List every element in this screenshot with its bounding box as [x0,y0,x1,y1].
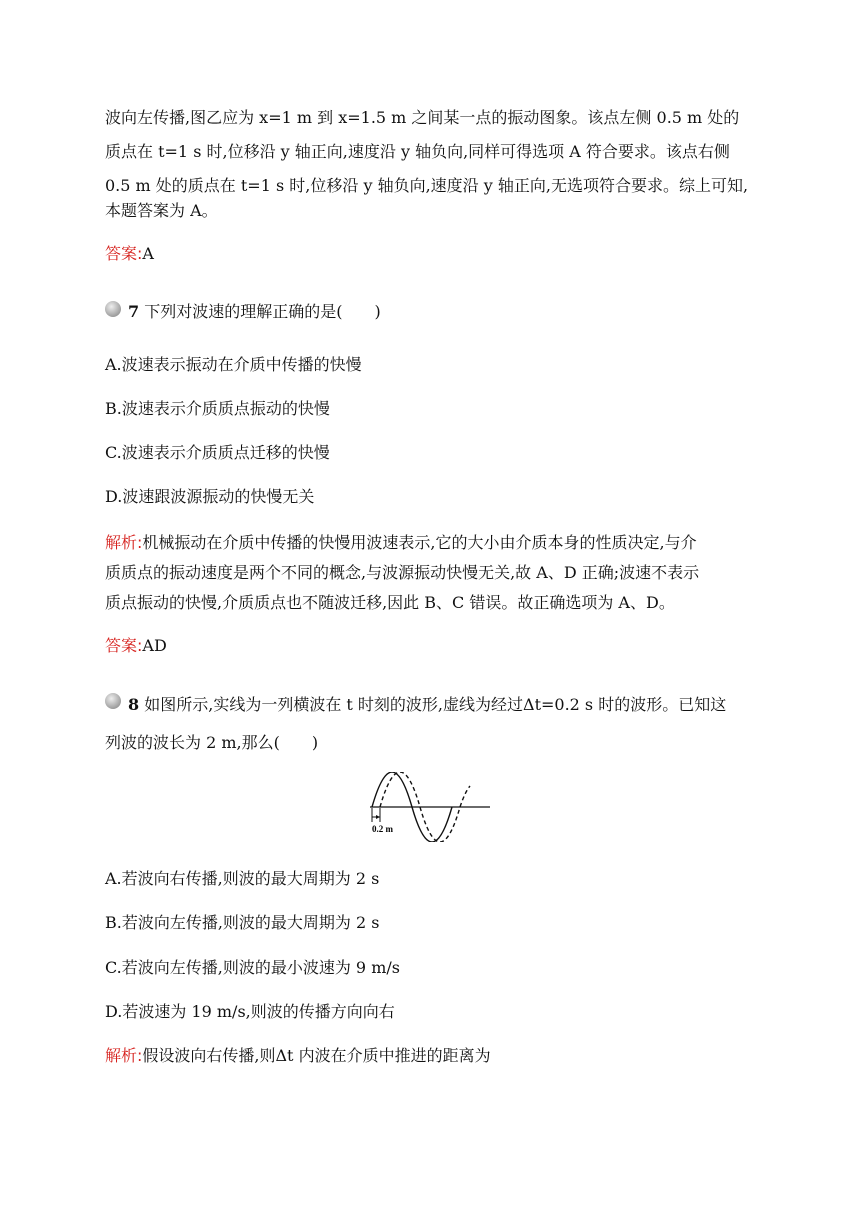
q7-analysis-line-3: 质点振动的快慢,介质质点也不随波迁移,因此 B、C 错误。故正确选项为 A、D。 [105,593,675,612]
wave-figure [360,772,510,842]
q8-option-b: B.若波向左传播,则波的最大周期为 2 s [105,913,380,932]
analysis-text: 假设波向右传播,则Δt 内波在介质中推进的距离为 [142,1046,491,1065]
q8-stem-line-2: 列波的波长为 2 m,那么( ) [105,733,319,752]
answer-label: 答案: [105,636,143,655]
q8-option-d: D.若波速为 19 m/s,则波的传播方向向右 [105,1002,395,1021]
q8-option-a: A.若波向右传播,则波的最大周期为 2 s [105,869,380,888]
intro-line-4: 本题答案为 A。 [105,201,218,220]
q8-option-c: C.若波向左传播,则波的最小波速为 9 m/s [105,958,400,977]
q7-analysis-line-1 [105,533,697,553]
intro-line-2: 质点在 t=1 s 时,位移沿 y 轴正向,速度沿 y 轴负向,同样可得选项 A 符合要求。该点右侧 [105,142,730,161]
q7-answer [105,636,167,656]
q7-option-a: A.波速表示振动在介质中传播的快慢 [105,355,362,374]
analysis-label: 解析: [105,533,143,552]
intro-line-3: 0.5 m 处的质点在 t=1 s 时,位移沿 y 轴负向,速度沿 y 轴正向,无选项符合要求。综上可知, [105,176,749,195]
figure-label: 0.2 m [372,824,393,834]
q7-option-d: D.波速跟波源振动的快慢无关 [105,487,315,506]
analysis-label: 解析: [105,1046,143,1065]
q8-number: 8 [128,695,140,714]
answer-value: A [142,244,154,263]
analysis-text: 机械振动在介质中传播的快慢用波速表示,它的大小由介质本身的性质决定,与介 [142,533,697,552]
q7-option-b: B.波速表示介质质点振动的快慢 [105,399,330,418]
q7-option-c: C.波速表示介质质点迁移的快慢 [105,443,330,462]
q7-stem-text: 下列对波速的理解正确的是( ) [144,302,381,321]
gray-circle-icon [104,300,124,320]
answer-value: AD [142,636,167,655]
q7-stem [128,302,381,322]
q7-analysis-line-2: 质质点的振动速度是两个不同的概念,与波源振动快慢无关,故 A、D 正确;波速不表示 [105,563,700,582]
intro-line-1: 波向左传播,图乙应为 x=1 m 到 x=1.5 m 之间某一点的振动图象。该点左侧 0.5 m 处的 [105,108,740,127]
answer-label: 答案: [105,244,143,263]
q7-number: 7 [128,302,140,321]
q8-analysis-line-1 [105,1046,491,1066]
q8-stem-line-1 [128,695,726,715]
intro-answer [105,244,154,264]
q8-stem-text: 如图所示,实线为一列横波在 t 时刻的波形,虚线为经过Δt=0.2 s 时的波形。已知这 [144,695,727,714]
gray-circle-icon [104,692,124,712]
